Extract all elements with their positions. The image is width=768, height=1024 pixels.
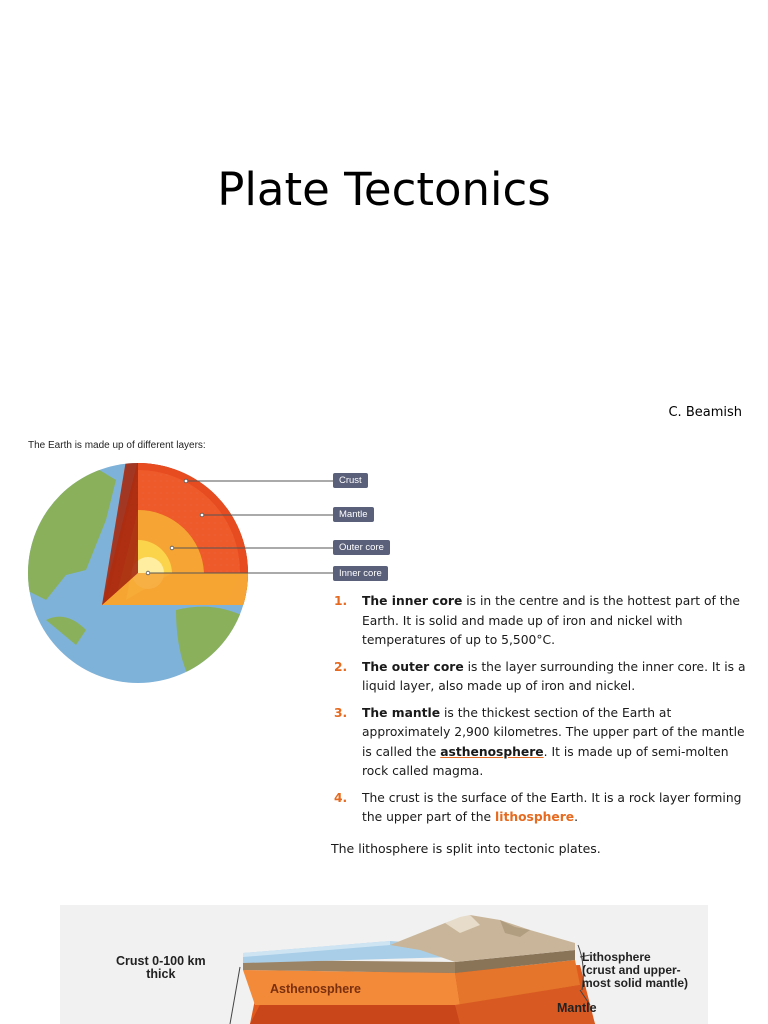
mantle-tag: Mantle xyxy=(333,507,374,522)
lithosphere-label xyxy=(582,951,688,990)
lithosphere-note: The lithosphere is split into tectonic plates. xyxy=(331,841,601,856)
slide-title: Plate Tectonics xyxy=(217,163,551,216)
mantle-label: Mantle xyxy=(557,1001,597,1015)
inner-core-tag: Inner core xyxy=(333,566,388,581)
author-name: C. Beamish xyxy=(668,405,742,420)
lithosphere-cross-section xyxy=(60,905,708,1024)
outer-core-tag: Outer core xyxy=(333,540,390,555)
list-number: 2. xyxy=(334,659,348,674)
outer-core-term: The outer core xyxy=(362,659,464,674)
crust-label-line: thick xyxy=(146,967,176,981)
list-item xyxy=(330,658,750,697)
mantle-description: is the thickest section of the Earth at approximately 2,900 kilometres. The upper part of the mantle is called the xyxy=(362,705,745,759)
crust-label-line: Crust 0-100 km xyxy=(116,954,206,968)
lithosphere-label-line: (crust and upper- xyxy=(582,963,681,977)
crust-tag: Crust xyxy=(333,473,368,488)
outer-core-description: is the layer surrounding the inner core. It is a liquid layer, also made up of iron and nickel. xyxy=(362,659,746,693)
inner-core-description: is in the centre and is the hottest part of the Earth. It is solid and made up of iron and nickel with temperatures of up to 5,500°C. xyxy=(362,594,740,647)
list-item xyxy=(330,704,750,782)
list-item xyxy=(330,789,750,828)
list-number: 4. xyxy=(334,790,348,805)
lithosphere-label-line: most solid mantle) xyxy=(582,976,689,990)
intro-text: The Earth is made up of different layers: xyxy=(28,440,206,451)
list-number: 3. xyxy=(334,705,348,720)
crust-thickness-label xyxy=(116,955,206,981)
list-item xyxy=(330,592,750,651)
layers-list xyxy=(330,592,750,835)
inner-core-term: The inner core xyxy=(362,594,463,608)
crust-description: The crust is the surface of the Earth. It is a rock layer forming the upper part of the xyxy=(362,790,742,824)
asthenosphere-term: asthenosphere xyxy=(440,744,544,759)
asthenosphere-label: Asthenosphere xyxy=(270,982,361,996)
list-number: 1. xyxy=(334,594,348,608)
crust-description-end: . xyxy=(574,810,579,824)
mantle-term: The mantle xyxy=(362,705,441,720)
mantle-description-end: . It is made up of semi-molten rock called magma. xyxy=(362,744,729,778)
lithosphere-term: lithosphere xyxy=(495,810,575,824)
lithosphere-label-line: Lithosphere xyxy=(582,950,651,964)
